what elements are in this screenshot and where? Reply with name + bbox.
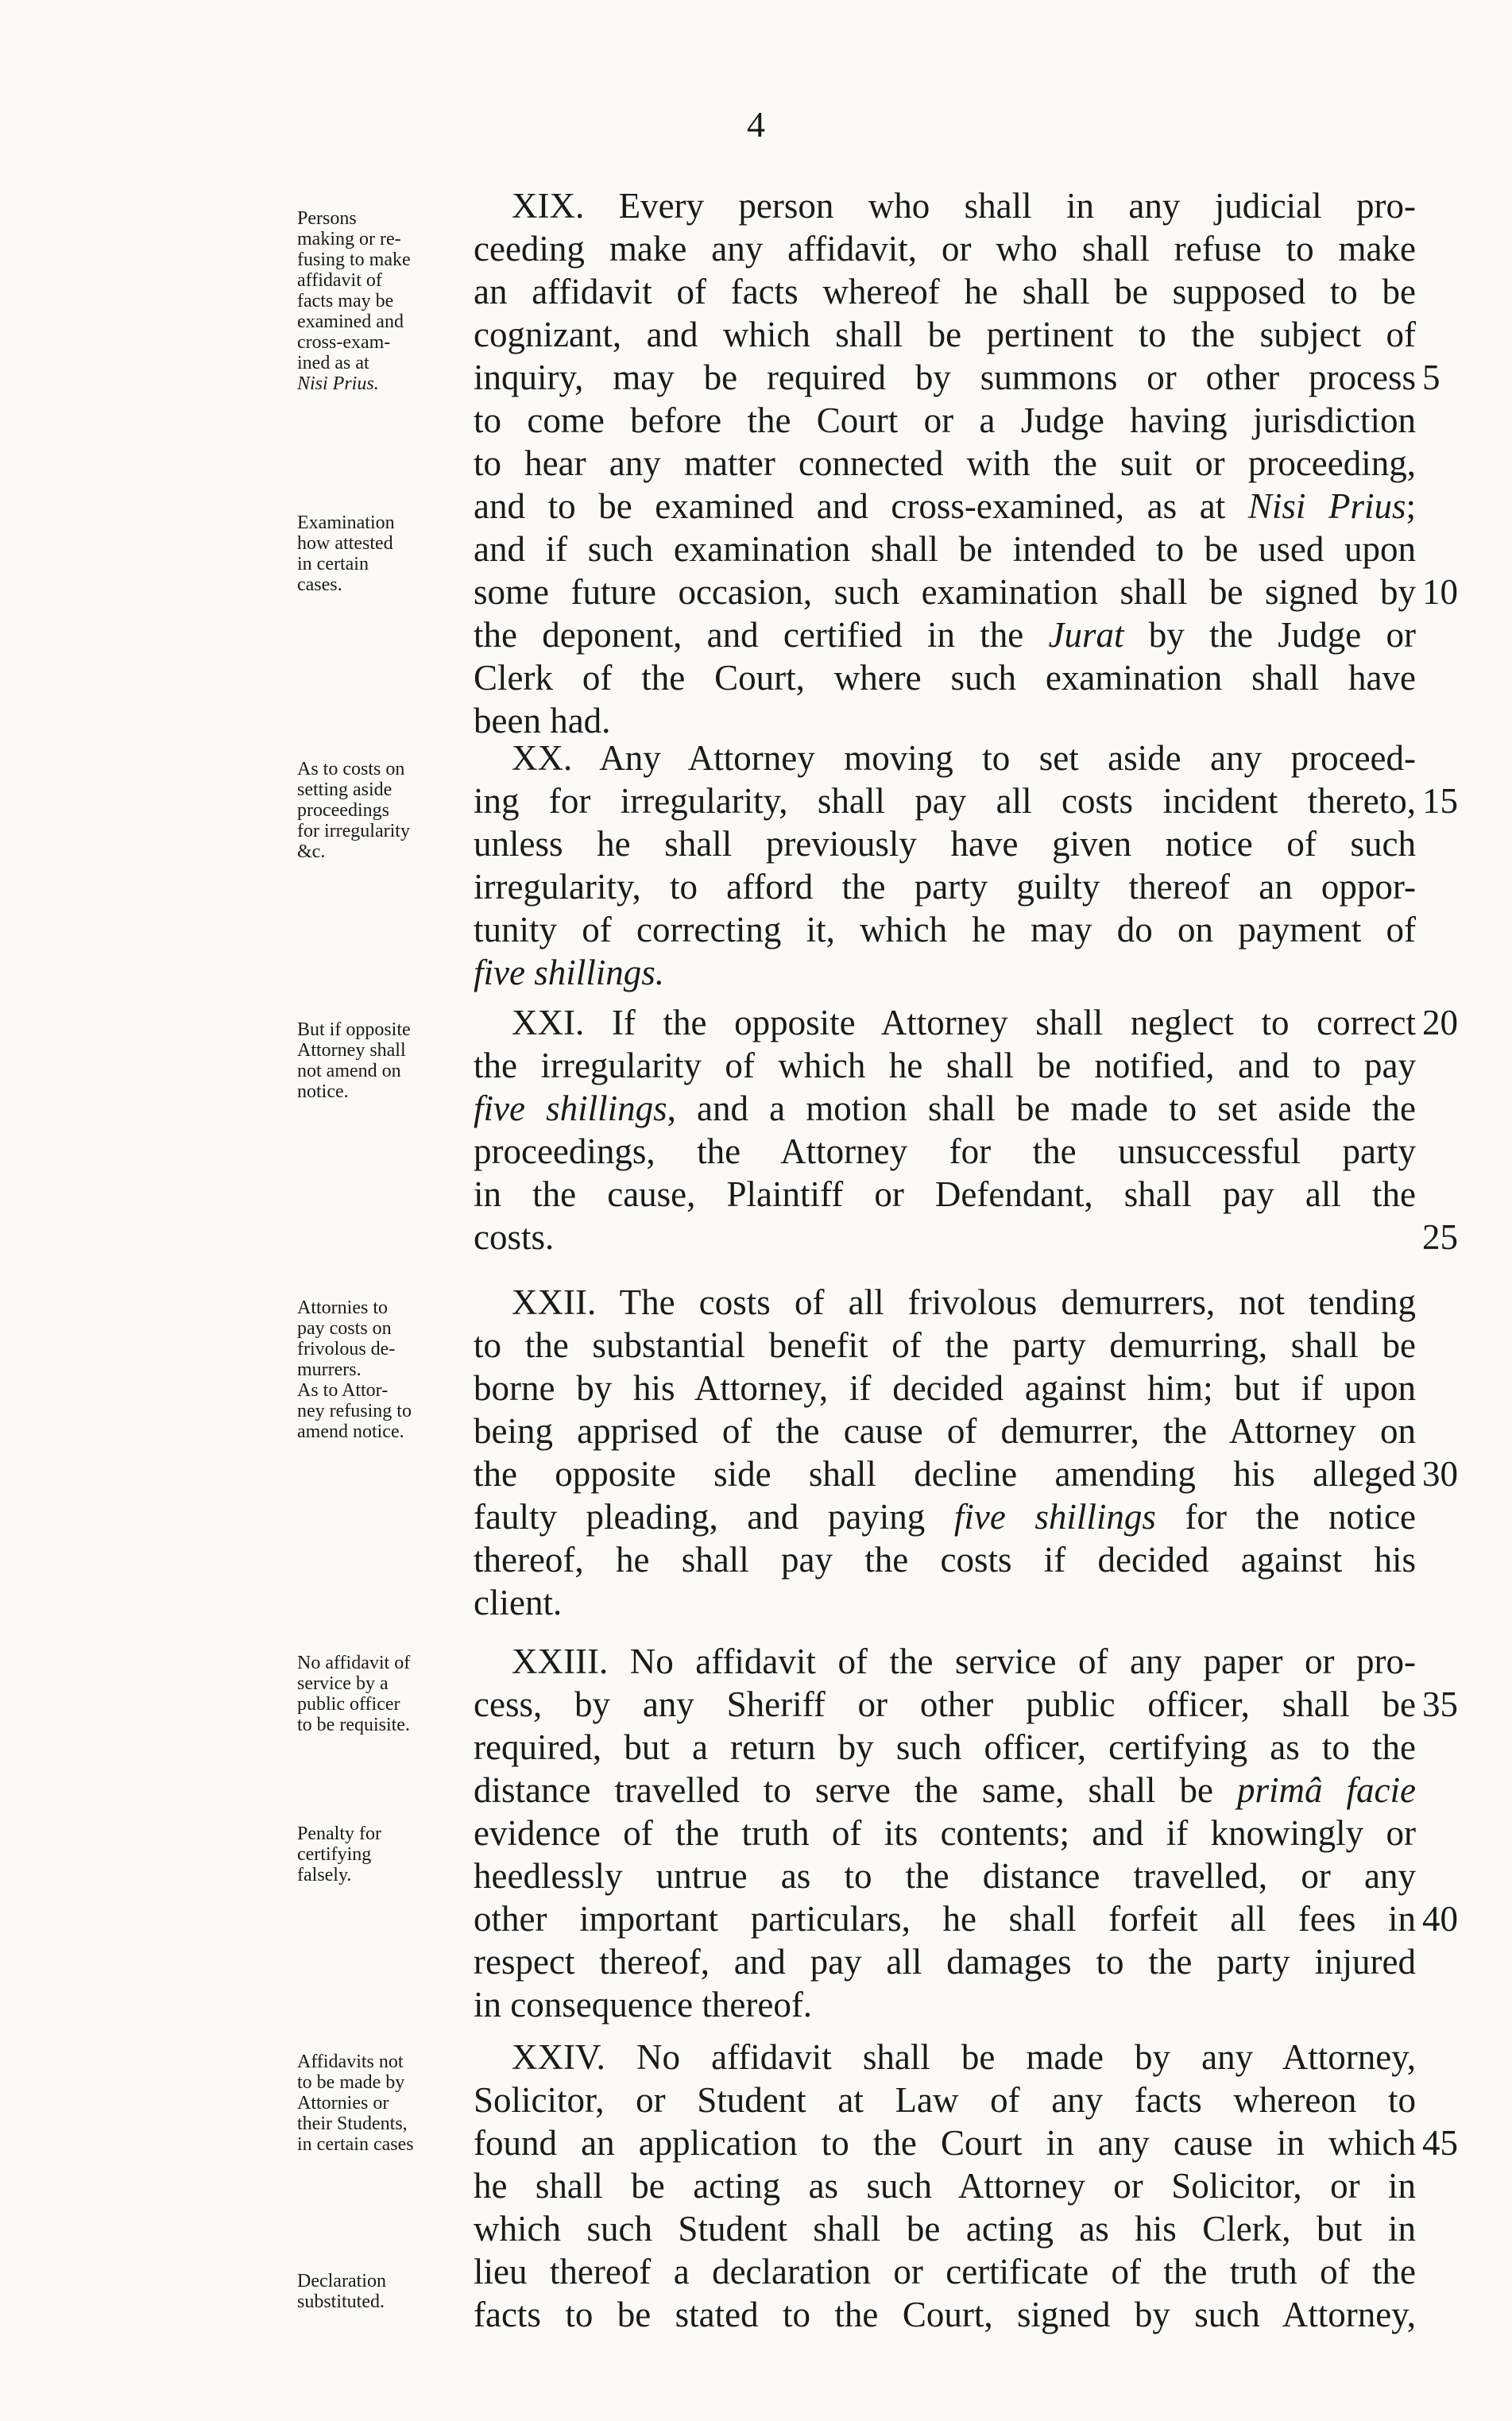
- side-note-line: pay costs on: [297, 1318, 392, 1339]
- text-line: thereof, he shall pay the costs if decided against his: [474, 1540, 1416, 1580]
- text-line: XXII. The costs of all frivolous demurrers, not tending: [512, 1282, 1416, 1322]
- text-line: inquiry, may be required by summons or other process: [474, 358, 1416, 397]
- side-note-line: But if opposite: [297, 1019, 411, 1040]
- text-line: ceeding make any affidavit, or who shall refuse to make: [474, 229, 1416, 269]
- text-line: ing for irregularity, shall pay all costs incident thereto,: [474, 781, 1416, 821]
- side-note-line: fusing to make: [297, 249, 411, 270]
- side-note-line: how attested: [297, 533, 393, 554]
- side-note-line: Affidavits not: [297, 2052, 404, 2072]
- side-note: [297, 759, 472, 862]
- side-note-line: service by a: [297, 1673, 389, 1694]
- side-note: [297, 2052, 472, 2155]
- text-line: lieu thereof a declaration or certificate of the truth of the: [474, 2252, 1416, 2291]
- side-note-line: public officer: [297, 1694, 400, 1715]
- side-note-line: Declaration: [297, 2271, 386, 2291]
- text-line: to the substantial benefit of the party demurring, shall be: [474, 1325, 1416, 1365]
- side-note-line: affidavit of: [297, 270, 382, 291]
- text-line: other important particulars, he shall forfeit all fees in: [474, 1899, 1416, 1939]
- side-note-line: As to costs on: [297, 759, 405, 779]
- text-line: evidence of the truth of its contents; and if knowingly or: [474, 1813, 1416, 1853]
- text-line: XX. Any Attorney moving to set aside any proceed-: [512, 738, 1416, 778]
- line-number: 35: [1422, 1684, 1458, 1724]
- text-line: cess, by any Sheriff or other public officer, shall be: [474, 1684, 1416, 1724]
- text-line: which such Student shall be acting as his Clerk, but in: [474, 2209, 1416, 2249]
- text-line: Solicitor, or Student at Law of any facts whereon to: [474, 2080, 1416, 2120]
- text-line: proceedings, the Attorney for the unsuccessful party: [474, 1131, 1416, 1171]
- side-note-line: examined and: [297, 311, 404, 332]
- text-line: the opposite side shall decline amending his alleged: [474, 1454, 1416, 1494]
- side-note-line: in certain cases: [297, 2134, 414, 2155]
- page-number: 4: [747, 104, 765, 145]
- side-note-line: facts may be: [297, 291, 394, 311]
- side-note-line: Penalty for: [297, 1823, 381, 1844]
- side-note-line: Nisi Prius.: [297, 373, 379, 394]
- side-note-line: proceedings: [297, 800, 389, 821]
- side-note-line: Attornies to: [297, 1298, 388, 1318]
- text-line: in consequence thereof.: [474, 1985, 813, 2025]
- text-line: heedlessly untrue as to the distance travelled, or any: [474, 1856, 1416, 1896]
- side-note-line: No affidavit of: [297, 1653, 411, 1673]
- side-note-line: Attornies or: [297, 2093, 389, 2114]
- text-line: been had.: [474, 701, 611, 741]
- text-line: XXIII. No affidavit of the service of any paper or pro-: [512, 1642, 1416, 1681]
- text-line: found an application to the Court in any cause in which: [474, 2123, 1416, 2163]
- side-note-line: Persons: [297, 208, 357, 229]
- side-note: [297, 2271, 472, 2312]
- side-note: [297, 1019, 472, 1102]
- text-line: borne by his Attorney, if decided against him; but if upon: [474, 1368, 1416, 1408]
- text-line: XXI. If the opposite Attorney shall neglect to correct: [512, 1003, 1416, 1042]
- text-line: being apprised of the cause of demurrer, the Attorney on: [474, 1411, 1416, 1451]
- side-note: [297, 1653, 472, 1735]
- side-note: [297, 1823, 472, 1885]
- line-number: 5: [1422, 358, 1440, 397]
- side-note-line: ney refusing to: [297, 1401, 412, 1421]
- line-number: 10: [1422, 572, 1458, 612]
- side-note-line: in certain: [297, 554, 369, 574]
- text-line: costs.: [474, 1217, 555, 1257]
- side-note-line: falsely.: [297, 1865, 352, 1885]
- text-line: in the cause, Plaintiff or Defendant, shall pay all the: [474, 1174, 1416, 1214]
- side-note-line: notice.: [297, 1081, 349, 1102]
- text-line: client.: [474, 1583, 563, 1622]
- text-line: five shillings, and a motion shall be made to set aside the: [474, 1089, 1416, 1128]
- line-number: 40: [1422, 1899, 1458, 1939]
- text-line: the irregularity of which he shall be notified, and to pay: [474, 1046, 1416, 1085]
- side-note-line: Attorney shall: [297, 1040, 406, 1061]
- text-line: cognizant, and which shall be pertinent to the subject of: [474, 315, 1416, 354]
- side-note-line: frivolous de-: [297, 1339, 396, 1359]
- text-line: to come before the Court or a Judge having jurisdiction: [474, 400, 1416, 440]
- side-note-line: cross-exam-: [297, 332, 391, 353]
- side-note-line: substituted.: [297, 2291, 385, 2312]
- side-note-line: their Students,: [297, 2114, 408, 2134]
- side-note: [297, 1298, 472, 1442]
- side-note: [297, 208, 472, 394]
- side-note-line: murrers.: [297, 1359, 362, 1380]
- line-number: 45: [1422, 2123, 1458, 2163]
- text-line: the deponent, and certified in the Jurat by the Judge or: [474, 615, 1416, 655]
- text-line: unless he shall previously have given notice of such: [474, 824, 1416, 864]
- text-line: faulty pleading, and paying five shillings for the notice: [474, 1497, 1416, 1537]
- side-note-line: &c.: [297, 841, 326, 862]
- line-number: 25: [1422, 1217, 1458, 1257]
- text-line: respect thereof, and pay all damages to the party injured: [474, 1942, 1416, 1982]
- side-note-line: making or re-: [297, 229, 401, 249]
- side-note-line: amend notice.: [297, 1421, 404, 1442]
- text-line: five shillings.: [474, 953, 664, 992]
- side-note-line: Examination: [297, 512, 395, 533]
- text-line: distance travelled to serve the same, shall be primâ facie: [474, 1770, 1416, 1810]
- text-line: Clerk of the Court, where such examination shall have: [474, 658, 1416, 698]
- side-note-line: ined as at: [297, 353, 369, 373]
- side-note-line: not amend on: [297, 1061, 401, 1081]
- line-number: 20: [1422, 1003, 1458, 1042]
- side-note-line: for irregularity: [297, 821, 410, 841]
- line-number: 15: [1422, 781, 1458, 821]
- text-line: facts to be stated to the Court, signed by such Attorney,: [474, 2295, 1416, 2334]
- text-line: XXIV. No affidavit shall be made by any Attorney,: [512, 2037, 1416, 2077]
- side-note-line: to be made by: [297, 2072, 405, 2093]
- side-note-line: to be requisite.: [297, 1715, 410, 1735]
- text-line: to hear any matter connected with the suit or proceeding,: [474, 443, 1416, 483]
- side-note-line: certifying: [297, 1844, 372, 1865]
- text-line: an affidavit of facts whereof he shall be supposed to be: [474, 272, 1416, 311]
- side-note-line: cases.: [297, 574, 342, 595]
- line-number: 30: [1422, 1454, 1458, 1494]
- side-note: [297, 512, 472, 595]
- side-note-line: setting aside: [297, 779, 393, 800]
- text-line: some future occasion, such examination shall be signed by: [474, 572, 1416, 612]
- text-line: and if such examination shall be intended to be used upon: [474, 529, 1416, 569]
- text-line: required, but a return by such officer, certifying as to the: [474, 1727, 1416, 1767]
- side-note-line: As to Attor-: [297, 1380, 389, 1401]
- text-line: tunity of correcting it, which he may do on payment of: [474, 910, 1416, 949]
- text-line: irregularity, to afford the party guilty thereof an oppor-: [474, 867, 1416, 907]
- text-line: and to be examined and cross-examined, as at Nisi Prius;: [474, 486, 1416, 526]
- text-line: XIX. Every person who shall in any judicial pro-: [512, 186, 1416, 226]
- text-line: he shall be acting as such Attorney or Solicitor, or in: [474, 2166, 1416, 2206]
